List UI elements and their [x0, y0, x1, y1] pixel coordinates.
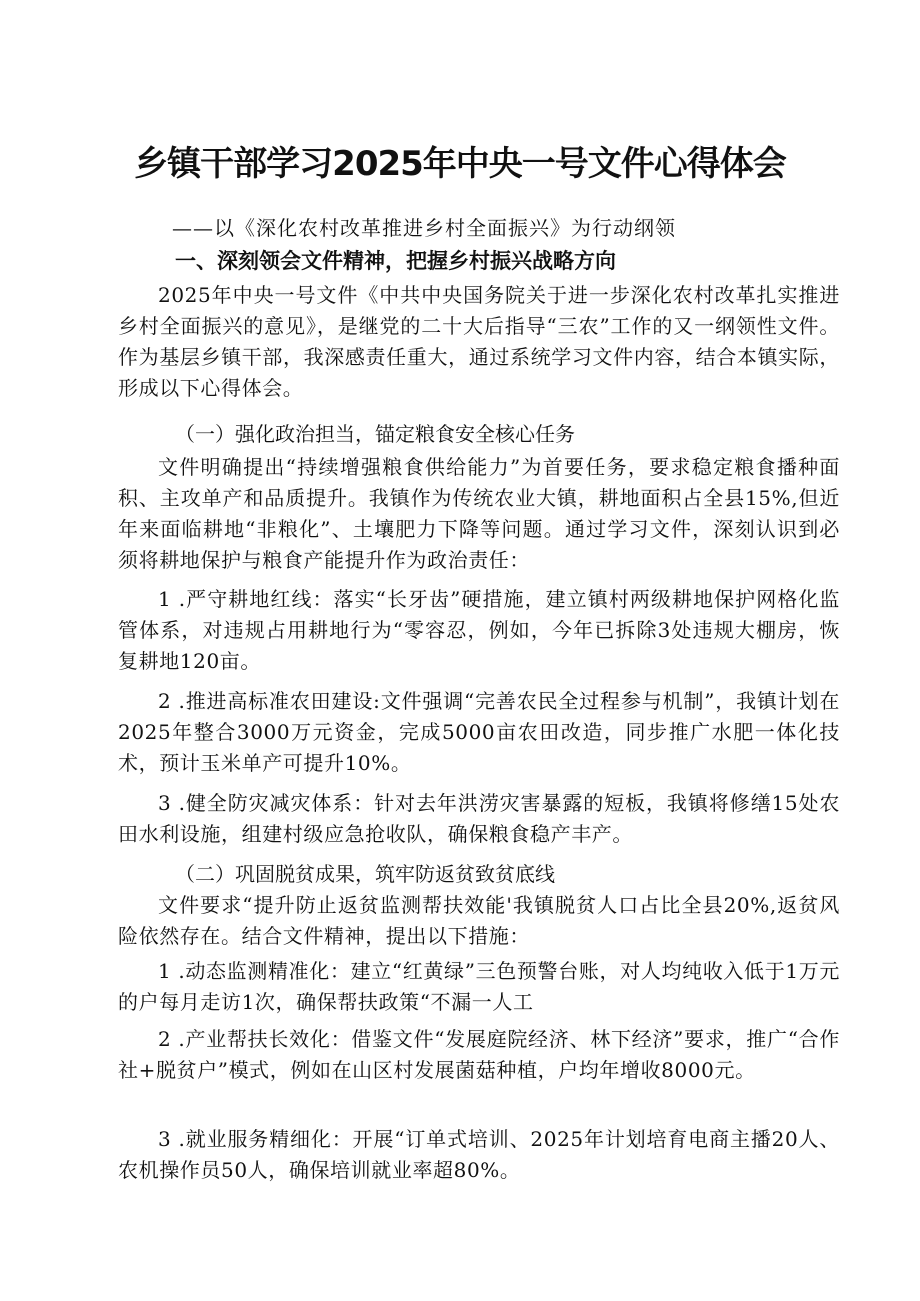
subsection-2-item-3: 3 .就业服务精细化：开展“订单式培训、2025年计划培育电商主播20人、农机操作员50人，确保培训就业率超80%。: [118, 1127, 840, 1182]
intro-paragraph: 2025年中央一号文件《中共中央国务院关于进一步深化农村改革扎实推进乡村全面振兴的意见》，是继党的二十大后指导“三农”工作的又一纲领性文件。作为基层乡镇干部，我深感责任重大，通过系统学习文件内容，结合本镇实际，形成以下心得体会。: [118, 283, 840, 400]
subsection-1-intro: 文件明确提出“持续增强粮食供给能力”为首要任务，要求稳定粮食播种面积、主攻单产和品质提升。我镇作为传统农业大镇，耕地面积占全县15%,但近年来面临耕地“非粮化”、土壤肥力下降等问题。通过学习文件，深刻认识到必须将耕地保护与粮食产能提升作为政治责任：: [118, 455, 840, 572]
subsection-1-item-1: 1 .严守耕地红线：落实“长牙齿”硬措施，建立镇村两级耕地保护网格化监管体系，对违规占用耕地行为“零容忍，例如，今年已拆除3处违规大棚房，恢复耕地120亩。: [118, 587, 840, 673]
subsection-2-item-1: 1 .动态监测精准化：建立“红黄绿”三色预警台账，对人均纯收入低于1万元的户每月走访1次，确保帮扶政策“不漏一人工: [118, 959, 840, 1014]
subsection-heading-2: （二）巩固脱贫成果，筑牢防返贫致贫底线: [175, 862, 555, 886]
subsection-2-item-2: 2 .产业帮扶长效化：借鉴文件“发展庭院经济、林下经济”要求，推广“合作社+脱贫户”模式，例如在山区村发展菌菇种植，户均年增收8000元。: [118, 1027, 840, 1082]
subsection-2-intro: 文件要求“提升防止返贫监测帮扶效能'我镇脱贫人口占比全县20%,返贫风险依然存在。结合文件精神，提出以下措施：: [118, 893, 840, 948]
document-subtitle: ——以《深化农村改革推进乡村全面振兴》为行动纲领: [172, 216, 676, 240]
subsection-1-item-3: 3 .健全防灾减灾体系：针对去年洪涝灾害暴露的短板，我镇将修缮15处农田水利设施，组建村级应急抢收队，确保粮食稳产丰产。: [118, 791, 840, 846]
document-title: 乡镇干部学习2025年中央一号文件心得体会: [134, 144, 786, 184]
subsection-heading-1: （一）强化政治担当，锚定粮食安全核心任务: [175, 422, 575, 446]
section-heading-1: 一、深刻领会文件精神，把握乡村振兴战略方向: [175, 249, 616, 273]
subsection-1-item-2: 2 .推进高标准农田建设:文件强调“完善农民全过程参与机制”，我镇计划在2025年整合3000万元资金，完成5000亩农田改造，同步推广水肥一体化技术，预计玉米单产可提升10%。: [118, 689, 840, 775]
